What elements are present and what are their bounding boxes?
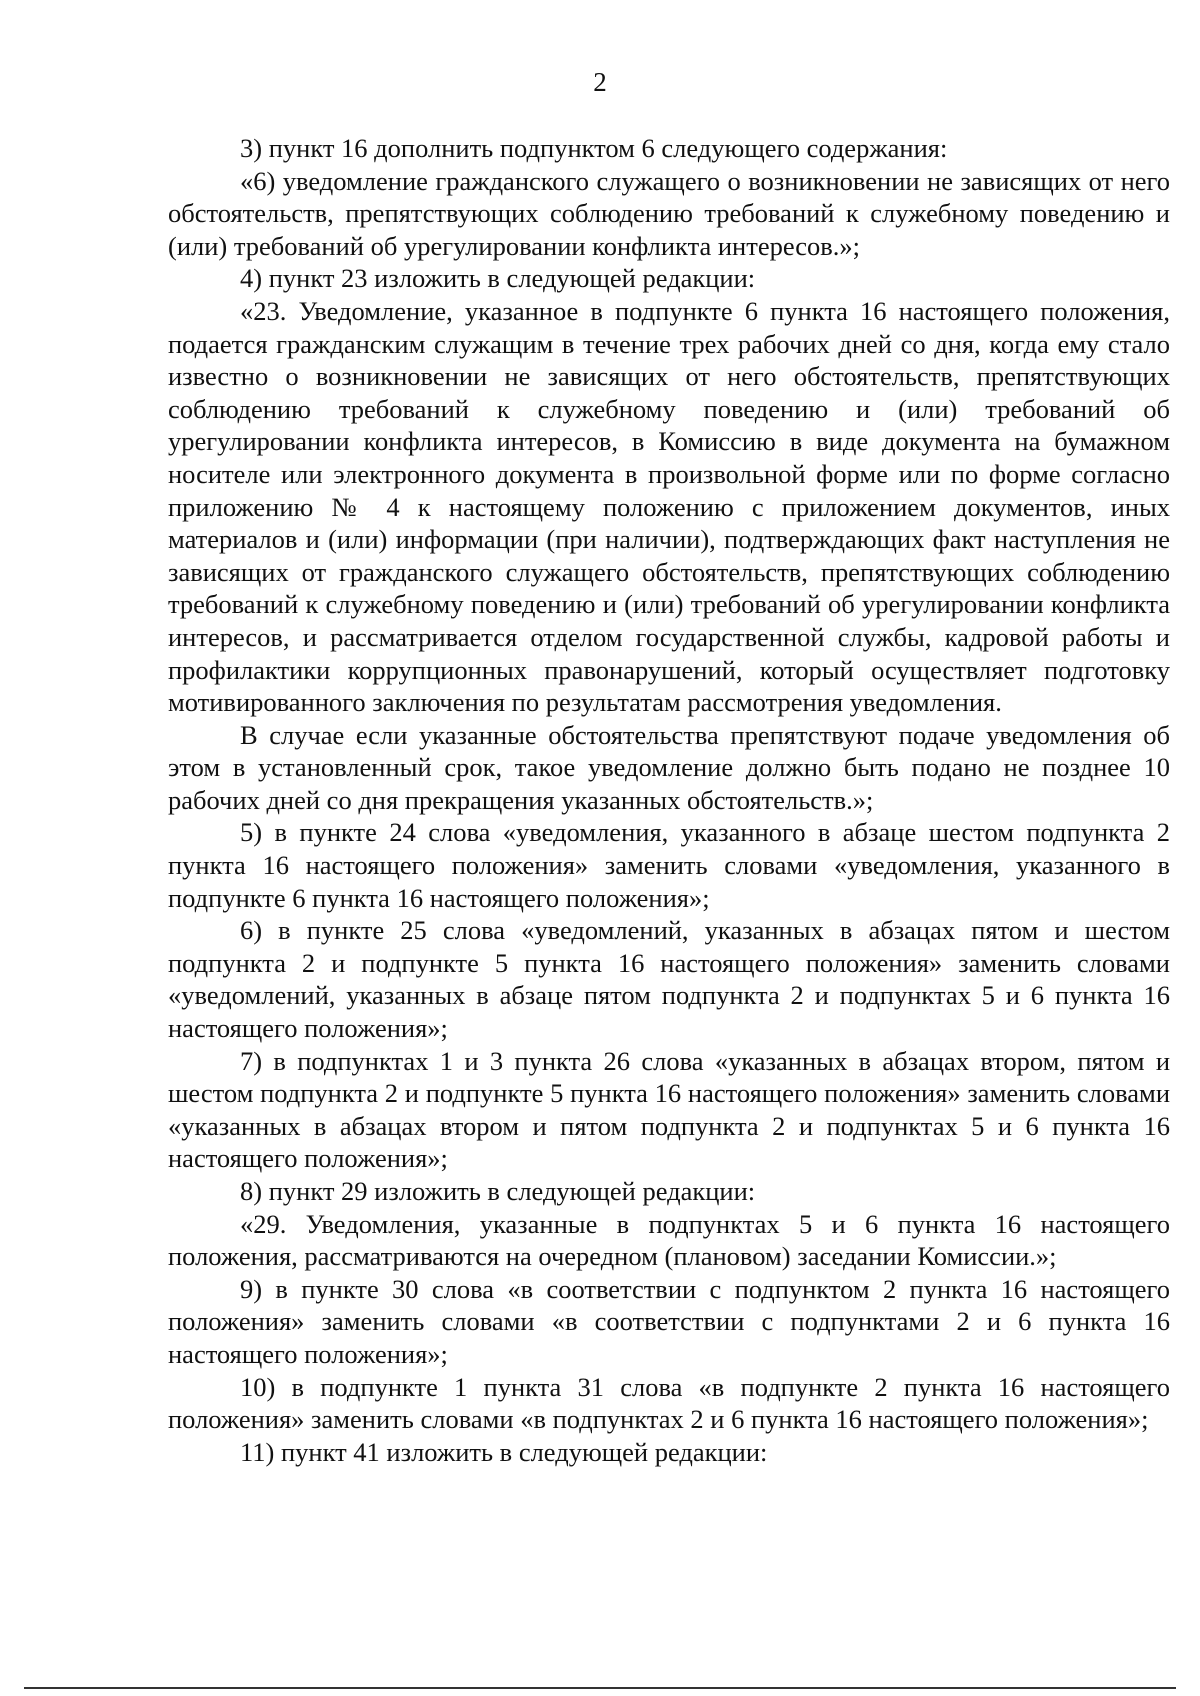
paragraph-item-8: 8) пункт 29 изложить в следующей редакции: xyxy=(240,1176,756,1206)
paragraph-item-5: 5) в пункте 24 слова «уведомления, указанного в абзаце шестом подпункта 2 пункта 16 настоящего положения» заменить словами «уведомления, указанного в подпункте 6 пункта 16 настоящего положения»; xyxy=(168,817,1170,913)
paragraph-subitem-6-text: «6) уведомление гражданского служащего о возникновении не зависящих от него обстоятельств, препятствующих соблюдению требований к служебному поведению и (или) требований об урегулировании конфликта интересов.»; xyxy=(168,165,1170,261)
paragraph-item-11: 11) пункт 41 изложить в следующей редакции: xyxy=(240,1436,768,1467)
page-number: 2 xyxy=(593,67,607,97)
document-body xyxy=(168,132,1170,1468)
paragraph-item-6: 6) в пункте 25 слова «уведомлений, указанных в абзацах пятом и шестом подпункта 2 и подпункте 5 пункта 16 настоящего положения» заменить словами «уведомлений, указанных в абзаце пятом подпункта 2 и подпунктах 5 и 6 пункта 16 настоящего положения»; xyxy=(168,915,1170,1044)
paragraph-item-4: 4) пункт 23 изложить в следующей редакции: xyxy=(240,263,756,294)
paragraph-point-29-text: «29. Уведомления, указанные в подпунктах 5 и 6 пункта 16 настоящего положения, рассматриваются на очередном (плановом) заседании Комиссии.»; xyxy=(168,1208,1170,1272)
paragraph-point-23-continuation: В случае если указанные обстоятельства препятствуют подаче уведомления об этом в установленный срок, такое уведомление должно быть подано не позднее 10 рабочих дней со дня прекращения указанных обстоятельств.»; xyxy=(168,719,1170,815)
paragraph-item-10: 10) в подпункте 1 пункта 31 слова «в подпункте 2 пункта 16 настоящего положения» заменить словами «в подпунктах 2 и 6 пункта 16 настоящего положения»; xyxy=(168,1371,1170,1435)
paragraph-point-23-text: «23. Уведомление, указанное в подпункте 6 пункта 16 настоящего положения, подается гражданским служащим в течение трех рабочих дней со дня, когда ему стало известно о возникновении не зависящих от него обстоятельств, препятствующих соблюдению требований к служебному поведению и (или) требований об урегулировании конфликта интересов, в Комиссию в виде документа на бумажном носителе или электронного документа в произвольной форме или по форме согласно приложению № 4 к настоящему положению с приложением документов, иных материалов и (или) информации (при наличии), подтверждающих факт наступления не зависящих от гражданского служащего обстоятельств, препятствующих соблюдению требований к служебному поведению и (или) требований об урегулировании конфликта интересов, и рассматривается отделом государственной службы, кадровой работы и профилактики коррупционных правонарушений, который осуществляет подготовку мотивированного заключения по результатам рассмотрения уведомления. xyxy=(168,295,1170,718)
page-bottom-divider xyxy=(24,1687,1176,1689)
paragraph-item-3: 3) пункт 16 дополнить подпунктом 6 следующего содержания: xyxy=(240,133,948,163)
paragraph-item-7: 7) в подпунктах 1 и 3 пункта 26 слова «указанных в абзацах втором, пятом и шестом подпункта 2 и подпункте 5 пункта 16 настоящего положения» заменить словами «указанных в абзацах втором и пятом подпункта 2 и подпунктах 5 и 6 пункта 16 настоящего положения»; xyxy=(168,1045,1170,1174)
paragraph-item-9: 9) в пункте 30 слова «в соответствии с подпунктом 2 пункта 16 настоящего положения» заменить словами «в соответствии с подпунктами 2 и 6 пункта 16 настоящего положения»; xyxy=(168,1273,1170,1369)
